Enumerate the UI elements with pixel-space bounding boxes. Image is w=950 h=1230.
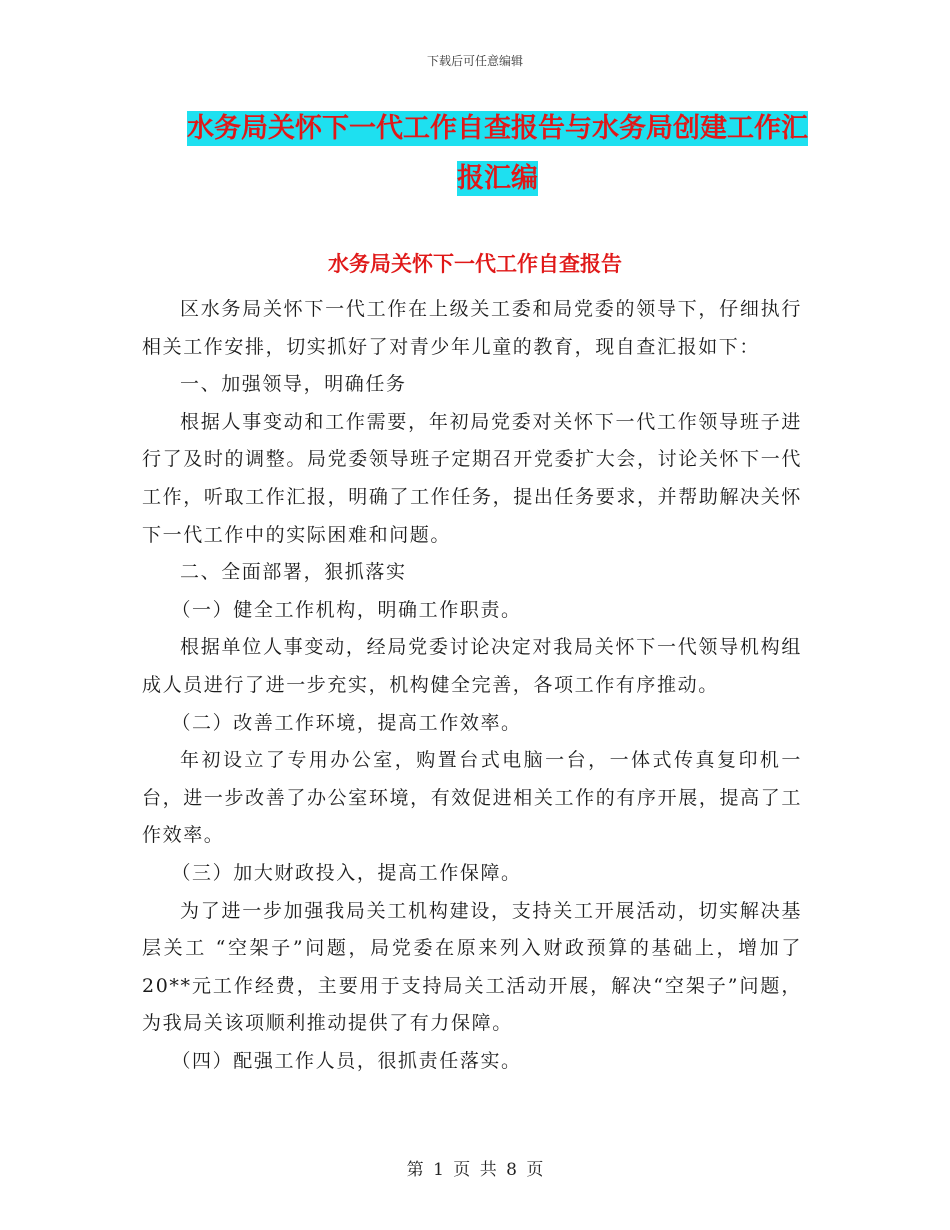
body-text [142,291,802,1080]
section-title: 水务局关怀下一代工作自查报告 [328,252,622,276]
subheading-3: （三）加大财政投入，提高工作保障。 [171,861,522,884]
subheading-4: （四）配强工作人员，很抓责任落实。 [171,1049,522,1072]
paragraph-intro: 区水务局关怀下一代工作在上级关工委和局党委的领导下，仔细执行相关工作安排，切实抓好了对青少年儿童的教育，现自查汇报如下： [142,298,802,358]
document-title [180,104,815,204]
heading-2: 二、全面部署，狠抓落实 [180,561,407,584]
paragraph-1: 根据人事变动和工作需要，年初局党委对关怀下一代工作领导班子进行了及时的调整。局党委领导班子定期召开党委扩大会，讨论关怀下一代工作，听取工作汇报，明确了工作任务，提出任务要求，并帮助解决关怀下一代工作中的实际困难和问题。 [142,410,802,546]
page-header-note: 下载后可任意编辑 [426,54,523,68]
heading-1: 一、加强领导，明确任务 [180,373,407,396]
paragraph-4: 为了进一步加强我局关工机构建设，支持关工开展活动，切实解决基层关工 “空架子”问题，局党委在原来列入财政预算的基础上，增加了20**元工作经费，主要用于支持局关工活动开展，解决“空架子”问题，为我局关该项顺利推动提供了有力保障。 [142,899,802,1035]
page-footer: 第 1 页 共 8 页 [406,1160,544,1180]
paragraph-2: 根据单位人事变动，经局党委讨论决定对我局关怀下一代领导机构组成人员进行了进一步充实，机构健全完善，各项工作有序推动。 [142,636,802,696]
subheading-2: （二）改善工作环境，提高工作效率。 [171,711,522,734]
paragraph-3: 年初设立了专用办公室，购置台式电脑一台，一体式传真复印机一台，进一步改善了办公室环境，有效促进相关工作的有序开展，提高了工作效率。 [142,749,802,847]
subheading-1: （一）健全工作机构，明确工作职责。 [171,598,522,621]
document-title-text: 水务局关怀下一代工作自查报告与水务局创建工作汇报汇编 [187,113,808,194]
